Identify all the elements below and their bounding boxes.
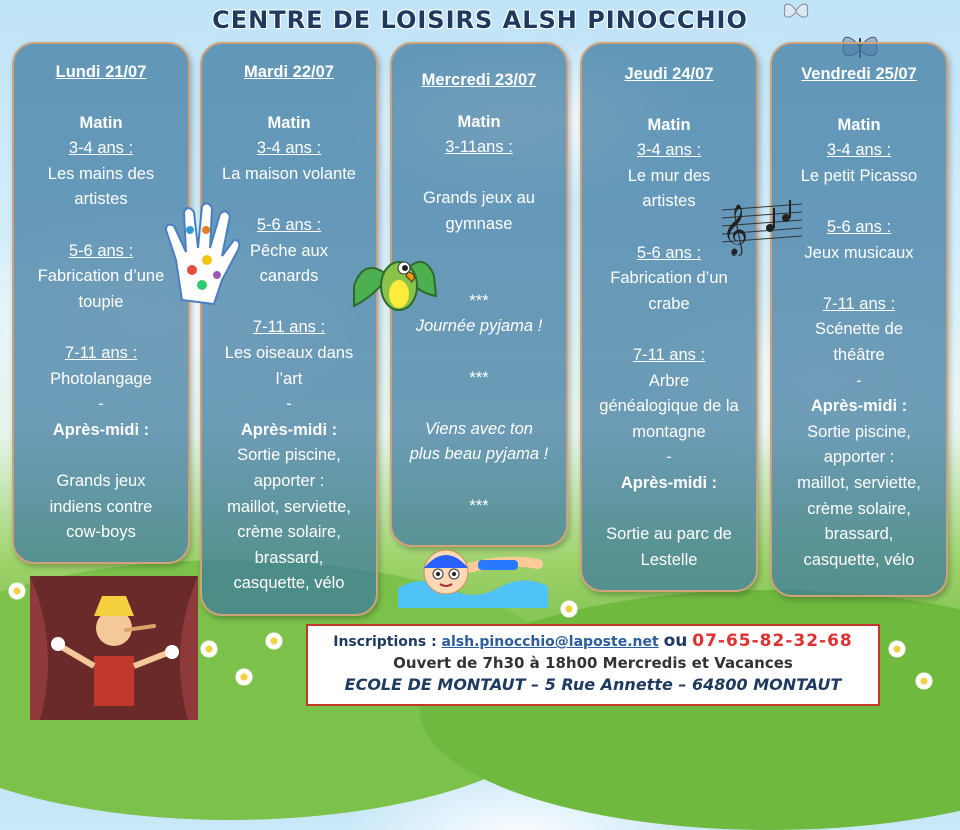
activity-line	[590, 317, 748, 343]
day-activities	[22, 111, 180, 546]
activity-line: Pêche aux	[250, 241, 328, 260]
activity-line: -	[98, 395, 104, 414]
activity-line: 5-6 ans :	[826, 217, 892, 236]
activity-line: 7-11 ans :	[64, 343, 138, 362]
activity-line: artistes	[642, 192, 696, 211]
activity-line: casquette, vélo	[803, 550, 915, 569]
day-title: Lundi 21/07	[55, 63, 147, 81]
activity-line: Les oiseaux dans	[224, 343, 354, 362]
activity-line: plus beau pyjama !	[409, 445, 549, 464]
parrot-icon	[344, 236, 444, 326]
daisy-decoration	[265, 632, 283, 650]
activity-line: Les mains des	[47, 164, 155, 183]
svg-text:𝄞: 𝄞	[722, 204, 749, 255]
activity-line: crabe	[648, 294, 690, 313]
registration-label: Inscriptions :	[333, 634, 437, 650]
activity-line: Grands jeux au	[423, 189, 535, 208]
activity-line: 3-11ans :	[445, 138, 513, 157]
activity-line: Jeux musicaux	[804, 243, 914, 262]
activity-line: Grands jeux	[56, 471, 146, 490]
daisy-decoration	[560, 600, 578, 618]
activity-line: 7-11 ans :	[632, 345, 706, 364]
activity-line: -	[666, 448, 672, 467]
activity-line	[400, 391, 558, 417]
daisy-decoration	[235, 668, 253, 686]
activity-line: cow-boys	[66, 523, 136, 542]
activity-line: Matin	[837, 115, 881, 134]
activity-line: canards	[259, 267, 319, 286]
activity-line: Sortie piscine,	[237, 446, 341, 465]
day-title: Mercredi 23/07	[421, 71, 537, 89]
activity-line: 5-6 ans :	[636, 243, 702, 262]
activity-line: Fabrication d’un	[610, 269, 728, 288]
activity-line: Photolangage	[50, 369, 152, 388]
activity-line: Viens avec ton	[425, 419, 533, 438]
activity-line: 3-4 ans :	[826, 141, 892, 160]
activity-line: Matin	[647, 115, 691, 134]
activity-line	[22, 213, 180, 239]
pinocchio-picture	[30, 576, 198, 720]
day-column-thursday	[580, 42, 758, 592]
activity-line: Après-midi :	[240, 420, 338, 439]
activity-line: Matin	[267, 113, 311, 132]
activity-line: indiens contre	[49, 497, 153, 516]
activity-line: Scénette de	[814, 320, 904, 339]
activity-line: maillot, serviette,	[227, 497, 351, 516]
registration-info-box	[306, 624, 880, 706]
activity-line: Arbre	[648, 371, 690, 390]
daisy-decoration	[8, 582, 26, 600]
swimmer-icon	[398, 528, 548, 608]
activity-line: -	[286, 395, 292, 414]
activity-line: généalogique de la	[599, 397, 739, 416]
day-title: Vendredi 25/07	[801, 65, 917, 83]
activity-line: 3-4 ans :	[256, 139, 322, 158]
daisy-decoration	[888, 640, 906, 658]
activity-line: ***	[469, 291, 489, 310]
activity-line: 7-11 ans :	[822, 294, 896, 313]
activity-line: l’art	[275, 369, 303, 388]
activity-line: artistes	[74, 190, 128, 209]
day-column-friday	[770, 42, 948, 597]
day-column-tuesday	[200, 42, 378, 616]
activity-line: crème solaire,	[807, 499, 911, 518]
day-title: Mardi 22/07	[244, 63, 334, 81]
activity-line	[22, 315, 180, 341]
activity-line: casquette, vélo	[233, 574, 345, 593]
activity-line: ***	[469, 496, 489, 515]
day-activities	[590, 113, 748, 574]
activity-line: Après-midi :	[810, 397, 908, 416]
activity-line: -	[856, 371, 862, 390]
activity-line	[400, 340, 558, 366]
music-notes-icon	[718, 196, 804, 256]
day-title: Jeudi 24/07	[624, 65, 714, 83]
painted-hand-icon	[162, 200, 242, 310]
activity-line: 3-4 ans :	[636, 141, 702, 160]
registration-line	[308, 631, 878, 651]
activity-line: brassard,	[254, 548, 324, 567]
activity-line: 7-11 ans :	[252, 318, 326, 337]
day-activities	[210, 111, 368, 597]
day-activities	[780, 113, 938, 574]
activity-line: Le petit Picasso	[800, 166, 918, 185]
activity-line: Après-midi :	[620, 473, 718, 492]
activity-line: Après-midi :	[52, 420, 150, 439]
activity-line: apporter :	[823, 448, 895, 467]
email-link[interactable]: alsh.pinocchio@laposte.net	[441, 634, 659, 650]
activity-line	[780, 266, 938, 292]
activity-line: Matin	[79, 113, 123, 132]
activity-line: La maison volante	[222, 164, 356, 183]
activity-line: Sortie piscine,	[807, 422, 911, 441]
activity-line: Fabrication d’une	[37, 267, 165, 286]
activity-line: Journée pyjama !	[415, 317, 543, 336]
activity-line: Lestelle	[640, 550, 698, 569]
activity-line: gymnase	[445, 214, 513, 233]
activity-line: Le mur des	[627, 166, 711, 185]
page-title: CENTRE DE LOISIRS ALSH PINOCCHIO	[212, 6, 748, 34]
opening-hours: Ouvert de 7h30 à 18h00 Mercredis et Vacances	[393, 654, 793, 672]
phone-number: 07-65-82-32-68	[692, 631, 853, 651]
daisy-decoration	[915, 672, 933, 690]
activity-line: Matin	[457, 112, 501, 131]
activity-line: brassard,	[824, 525, 894, 544]
activity-line	[22, 443, 180, 469]
activity-line: ***	[469, 368, 489, 387]
daisy-decoration	[200, 640, 218, 658]
or-text: ou	[663, 631, 688, 651]
activity-line: crème solaire,	[237, 523, 341, 542]
activity-line: montagne	[632, 422, 706, 441]
activity-line: 3-4 ans :	[68, 139, 134, 158]
activity-line	[590, 497, 748, 523]
activity-line: apporter :	[253, 471, 325, 490]
activity-line: 5-6 ans :	[256, 215, 322, 234]
activity-line: toupie	[78, 292, 124, 311]
activity-line	[400, 468, 558, 494]
address: ECOLE DE MONTAUT – 5 Rue Annette – 64800 MONTAUT	[344, 675, 842, 694]
activity-line: 5-6 ans :	[68, 241, 134, 260]
activity-line: maillot, serviette,	[797, 473, 921, 492]
activity-line: Sortie au parc de	[606, 525, 732, 544]
activity-line	[400, 161, 558, 187]
activity-line: théâtre	[833, 345, 885, 364]
